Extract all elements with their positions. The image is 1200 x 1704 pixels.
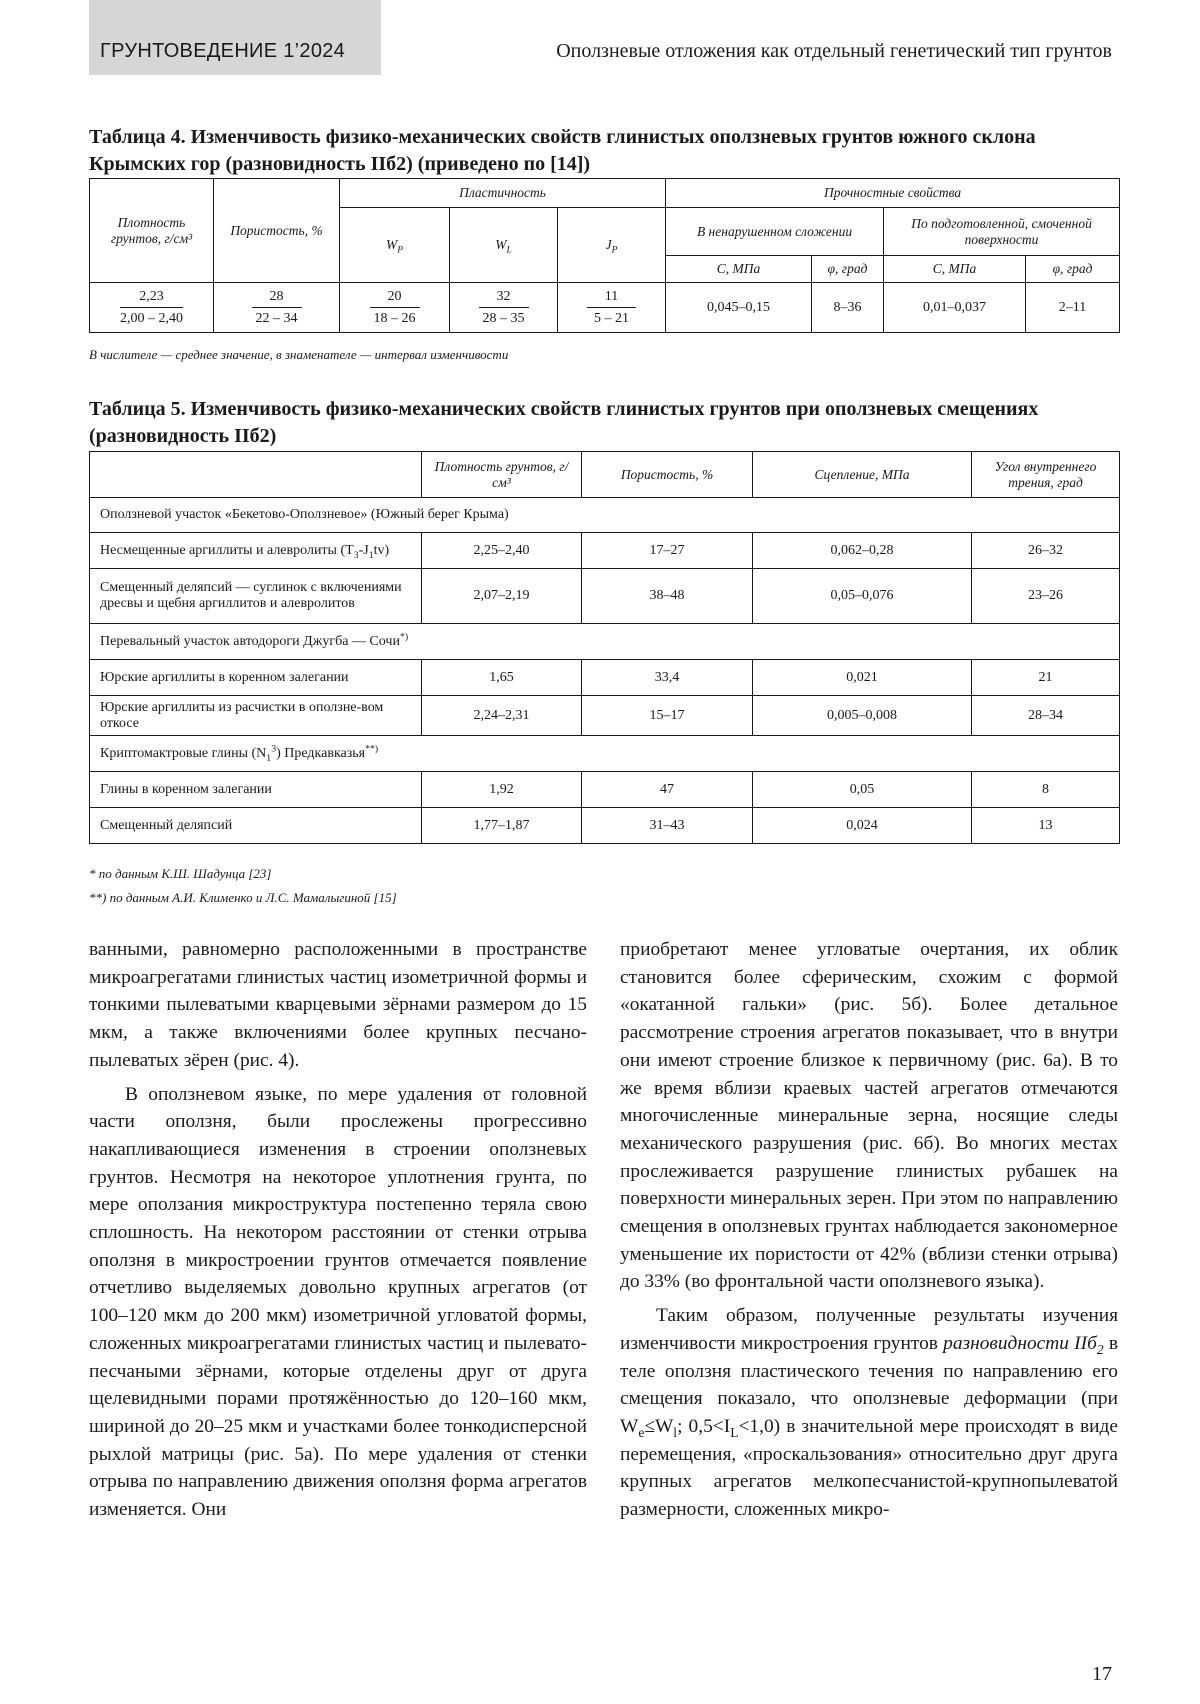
t5-head-density: Плотность грунтов, г/см³ <box>422 452 582 498</box>
t5-row-porosity: 38–48 <box>582 569 753 624</box>
t5-row-cohesion: 0,005–0,008 <box>753 696 972 736</box>
t4-head-plasticity: Пластичность <box>340 179 666 208</box>
t5-row-porosity: 47 <box>582 772 753 808</box>
t5-row-friction: 8 <box>972 772 1120 808</box>
t5-row-density: 1,77–1,87 <box>422 808 582 844</box>
table5 <box>89 451 1120 844</box>
paragraph: ванными, равномерно расположенными в пространстве микроагрегатами глинистых частиц изометричной формы и тонкими пылеватыми кварцевыми зёрнами размером до 15 мкм, а также включениями более крупных песчано-пылеватых зёрен (рис. 4). <box>89 939 587 1071</box>
text-run: <1,0) в значительной мере происходят в виде перемещения, «проскальзования» относительно друг друга крупных агрегатов мелкопесчанистой-крупнопылеватой размерности, сложенных микро- <box>620 1415 1118 1521</box>
t4-head-jp: $J_P$ <box>558 208 666 283</box>
t5-row-density: 2,25–2,40 <box>422 533 582 569</box>
table4-caption: Таблица 4. Изменчивость физико-механических свойств глинистых оползневых грунтов южного склона Крымских гор (разновидность IIб2) (приведено по [14]) <box>89 126 1036 175</box>
t5-row-density: 1,92 <box>422 772 582 808</box>
t5-row-porosity: 17–27 <box>582 533 753 569</box>
text-run: в теле оползня пластического течения по направлению его смещения показало, что оползневые деформации (при W <box>620 1332 1118 1437</box>
t4-head-wl: $W_L$ <box>450 208 558 283</box>
t5-row-cohesion: 0,024 <box>753 808 972 844</box>
paragraph: приобретают менее угловатые очертания, их облик становится более сферическим, схожим с формой «окатанной гальки» (рис. 5б). Более детальное рассмотрение строения агрегатов показывает, что в внутри они имеют строение близкое к первичному (рис. 6а). В то же время вблизи краевых частей агрегатов отмечаются многочисленные минеральные зерна, носящие следы механического разрушения (рис. 6б). Во многих местах прослеживается разрушение глинистых рубашек на поверхности минеральных зерен. При этом по направлению смещения в оползневых грунтах наблюдается закономерное уменьшение их пористости от 42% (вблизи стенки отрыва) до 33% (во фронтальной части оползневого языка). <box>620 939 1118 1293</box>
t4-cell-porosity <box>214 283 340 333</box>
t4-cell-jp <box>558 283 666 333</box>
running-title: Оползневые отложения как отдельный генетический тип грунтов <box>556 40 1112 62</box>
t5-row-name: Смещенный деляпсий <box>90 808 422 844</box>
t4-density-range: 2,00 – 2,40 <box>120 310 183 326</box>
t5-head-porosity: Пористость, % <box>582 452 753 498</box>
t4-head-strength: Прочностные свойства <box>666 179 1120 208</box>
t4-cell-wp <box>340 283 450 333</box>
subscript: е <box>638 1424 645 1440</box>
left-column <box>89 936 587 1524</box>
t4-cell-density <box>90 283 214 333</box>
t4-cell-wl <box>450 283 558 333</box>
t5-row-porosity: 31–43 <box>582 808 753 844</box>
t5-row-cohesion: 0,062–0,28 <box>753 533 972 569</box>
t4-porosity-range: 22 – 34 <box>255 310 298 326</box>
t5-row-porosity: 33,4 <box>582 660 753 696</box>
t5-head-friction: Угол внутреннего трения, град <box>972 452 1120 498</box>
t5-row-cohesion: 0,021 <box>753 660 972 696</box>
text-run: ≤W <box>644 1415 674 1437</box>
t5-row-cohesion: 0,05 <box>753 772 972 808</box>
t4-jp-range: 5 – 21 <box>594 310 629 326</box>
t5-row-density: 2,24–2,31 <box>422 696 582 736</box>
t5-head-empty <box>90 452 422 498</box>
table5-caption: Таблица 5. Изменчивость физико-механических свойств глинистых грунтов при оползневых смещениях (разновидность IIб2) <box>89 398 1039 447</box>
page-number: 17 <box>1092 1663 1112 1685</box>
t4-wp-mean: 20 <box>370 289 420 308</box>
t4-head-phi2: φ, град <box>1026 256 1120 283</box>
t5-section-title: Перевальный участок автодороги Джугба — Сочи*) <box>90 624 1120 660</box>
t5-row-name: Юрские аргиллиты в коренном залегании <box>90 660 422 696</box>
text-run: ; 0,5<I <box>677 1415 731 1437</box>
t5-row-name: Юрские аргиллиты из расчистки в оползне-вом откосе <box>90 696 422 736</box>
table5-footnote-2: **) по данным А.И. Клименко и Л.С. Мамалыгиной [15] <box>89 890 397 905</box>
table4 <box>89 178 1120 333</box>
t5-row-density: 2,07–2,19 <box>422 569 582 624</box>
t4-wl-mean: 32 <box>479 289 529 308</box>
subscript: l <box>673 1424 678 1440</box>
table4-note: В числителе — среднее значение, в знаменателе — интервал изменчивости <box>89 347 509 362</box>
t5-row-density: 1,65 <box>422 660 582 696</box>
t4-wl-range: 28 – 35 <box>482 310 525 326</box>
journal-name: ГРУНТОВЕДЕНИЕ 1’2024 <box>100 40 346 62</box>
t5-row-name: Глины в коренном залегании <box>90 772 422 808</box>
subscript: L <box>730 1424 739 1440</box>
italic-term <box>943 1332 1104 1357</box>
paragraph: В оползневом языке, по мере удаления от головной части оползня, были прослежены прогрессивно накапливающиеся изменения в строении оползневых грунтов. Несмотря на некоторое уплотнения грунта, по мере оползания микроструктура постепенно теряла свою сплошность. На некотором расстоянии от стенки отрыва оползня в микростроении грунтов отмечается появление отчетливо выделяемых довольно крупных агрегатов (от 100–120 мкм до 200 мкм) изометричной угловатой формы, сложенных микроагрегатами глинистых частиц и пылевато-песчаными зёрнами, которые отделены друг от друга щелевидными порами протяжённостью до 120–160 мкм, шириной до 20–25 мкм и участками более тонкодисперсной рыхлой матрицы (рис. 5а). По мере удаления от стенки отрыва по направлению движения оползня форма агрегатов изменяется. Они <box>89 1083 587 1521</box>
t4-jp-mean: 11 <box>587 289 636 308</box>
t5-row-friction: 26–32 <box>972 533 1120 569</box>
t4-head-wp: $W_P$ <box>340 208 450 283</box>
t5-row-friction: 28–34 <box>972 696 1120 736</box>
t4-cell-c2: 0,01–0,037 <box>884 283 1026 333</box>
t5-section-title: Криптомактровые глины $(N_1^3)$ Предкавказья**) <box>90 736 1120 772</box>
t4-head-c2: С, МПа <box>884 256 1026 283</box>
t4-porosity-mean: 28 <box>252 289 302 308</box>
t4-head-porosity: Пористость, % <box>214 179 340 283</box>
t5-section-title: Оползневой участок «Бекетово-Оползневое» (Южный берег Крыма) <box>90 498 1120 533</box>
journal-header-box <box>89 0 381 75</box>
t4-cell-phi2: 2–11 <box>1026 283 1120 333</box>
text-run: Таким образом, полученные результаты изучения изменчивости микростроения грунтов <box>620 1305 1118 1354</box>
t4-head-undisturbed: В ненарушенном сложении <box>666 208 884 256</box>
t4-cell-c1: 0,045–0,15 <box>666 283 812 333</box>
t5-row-friction: 13 <box>972 808 1120 844</box>
t4-density-mean: 2,23 <box>120 289 183 308</box>
t5-row-friction: 21 <box>972 660 1120 696</box>
t4-head-phi1: φ, град <box>812 256 884 283</box>
t4-head-density: Плотность грунтов, г/см³ <box>90 179 214 283</box>
t4-head-c1: С, МПа <box>666 256 812 283</box>
t4-head-prepared: По подготовленной, смоченной поверхности <box>884 208 1120 256</box>
table5-footnote-1: * по данным К.Ш. Шадунца [23] <box>89 866 272 881</box>
right-column <box>620 936 1118 1524</box>
t4-cell-phi1: 8–36 <box>812 283 884 333</box>
t5-head-cohesion: Сцепление, МПа <box>753 452 972 498</box>
subscript: 2 <box>1096 1341 1104 1357</box>
t5-row-porosity: 15–17 <box>582 696 753 736</box>
t5-row-name: Несмещенные аргиллиты и алевролиты $(T_3-J_1tv)$ <box>90 533 422 569</box>
paragraph <box>620 1302 1118 1524</box>
t5-row-cohesion: 0,05–0,076 <box>753 569 972 624</box>
t5-row-name: Смещенный деляпсий — суглинок с включениями дресвы и щебня аргиллитов и алевролитов <box>90 569 422 624</box>
t5-row-friction: 23–26 <box>972 569 1120 624</box>
t4-wp-range: 18 – 26 <box>373 310 416 326</box>
text-run: разновидности IIб <box>943 1332 1097 1354</box>
